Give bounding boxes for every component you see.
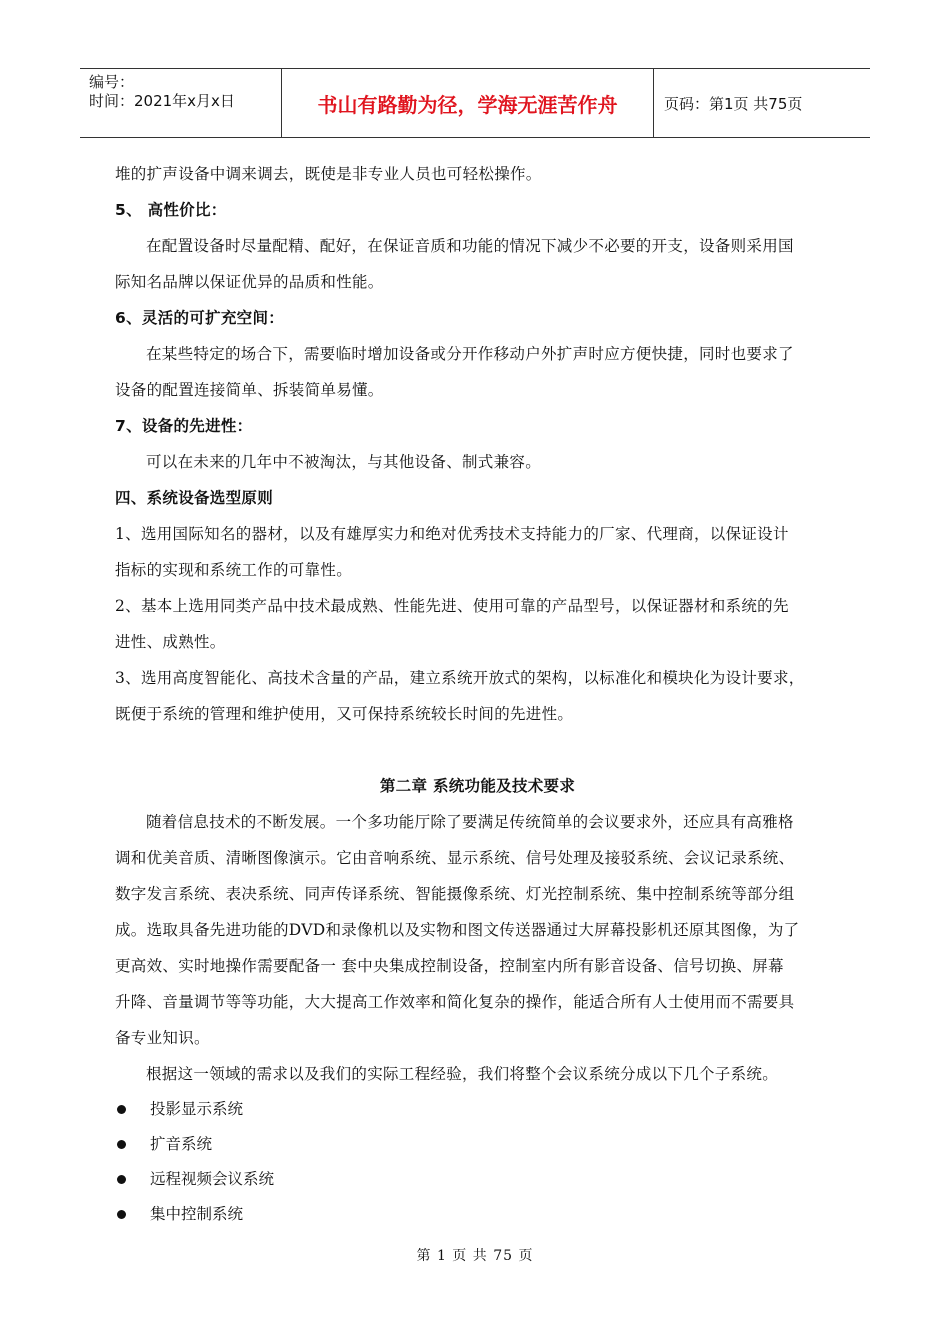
page-footer: 第 1 页 共 75 页 <box>416 1248 534 1264</box>
document-body <box>115 156 840 1232</box>
paragraph-line: 可以在未来的几年中不被淘汰，与其他设备、制式兼容。 <box>146 453 542 471</box>
paragraph-line: 指标的实现和系统工作的可靠性。 <box>115 561 353 579</box>
paragraph-line: 堆的扩声设备中调来调去，既使是非专业人员也可轻松操作。 <box>115 165 542 183</box>
bullet-icon <box>117 1210 126 1219</box>
header-meta <box>80 69 282 137</box>
list-item-label: 远程视频会议系统 <box>150 1170 275 1188</box>
paragraph-line: 2、基本上选用同类产品中技术最成熟、性能先进、使用可靠的产品型号，以保证器材和系统的先 <box>115 597 789 615</box>
list-item <box>115 1197 840 1232</box>
section-heading: 6、灵活的可扩充空间： <box>115 309 285 327</box>
list-item-label: 集中控制系统 <box>150 1205 244 1223</box>
bullet-icon <box>117 1105 126 1114</box>
paragraph-line: 成。选取具备先进功能的DVD和录像机以及实物和图文传送器通过大屏幕投影机还原其图像，为了 <box>115 921 800 939</box>
time-label: 时间：2021年x月x日 <box>89 92 235 110</box>
paragraph-line: 数字发言系统、表决系统、同声传译系统、智能摄像系统、灯光控制系统、集中控制系统等部分组 <box>115 885 795 903</box>
paragraph-line: 随着信息技术的不断发展。一个多功能厅除了要满足传统简单的会议要求外，还应具有高雅格 <box>146 813 794 831</box>
paragraph-line: 备专业知识。 <box>115 1029 210 1047</box>
bullet-icon <box>117 1175 126 1184</box>
bullet-icon <box>117 1140 126 1149</box>
chapter-title: 第二章 系统功能及技术要求 <box>379 777 576 795</box>
section-heading: 5、 高性价比： <box>115 201 227 219</box>
paragraph-line: 根据这一领域的需求以及我们的实际工程经验，我们将整个会议系统分成以下几个子系统。 <box>146 1065 779 1083</box>
page-header <box>80 68 870 138</box>
paragraph-line: 更高效、实时地操作需要配备一 套中央集成控制设备，控制室内所有影音设备、信号切换、屏幕 <box>115 957 784 975</box>
paragraph-line: 调和优美音质、清晰图像演示。它由音响系统、显示系统、信号处理及接驳系统、会议记录系统、 <box>115 849 795 867</box>
paragraph-line: 际知名品牌以保证优异的品质和性能。 <box>115 273 384 291</box>
list-item-label: 扩音系统 <box>150 1135 213 1153</box>
number-label: 编号： <box>89 73 135 91</box>
header-page-code: 页码：第1页 共75页 <box>664 94 803 113</box>
list-item <box>115 1162 840 1197</box>
subsystem-list <box>115 1092 840 1232</box>
header-motto: 书山有路勤为径，学海无涯苦作舟 <box>282 69 654 137</box>
paragraph-line: 升降、音量调节等等功能，大大提高工作效率和简化复杂的操作，能适合所有人士使用而不需要具 <box>115 993 795 1011</box>
paragraph-line: 在配置设备时尽量配精、配好，在保证音质和功能的情况下减少不必要的开支，设备则采用国 <box>146 237 794 255</box>
list-item-label: 投影显示系统 <box>150 1100 244 1118</box>
paragraph-line: 既便于系统的管理和维护使用，又可保持系统较长时间的先进性。 <box>115 705 574 723</box>
list-item <box>115 1127 840 1162</box>
paragraph-line: 3、选用高度智能化、高技术含量的产品，建立系统开放式的架构，以标准化和模块化为设计要求， <box>115 669 805 687</box>
paragraph-line: 设备的配置连接简单、拆装简单易懂。 <box>115 381 384 399</box>
list-item <box>115 1092 840 1127</box>
section-heading: 7、设备的先进性： <box>115 417 253 435</box>
section-heading: 四、系统设备选型原则 <box>115 489 274 507</box>
paragraph-line: 在某些特定的场合下，需要临时增加设备或分开作移动户外扩声时应方便快捷，同时也要求了 <box>146 345 794 363</box>
paragraph-line: 进性、成熟性。 <box>115 633 226 651</box>
paragraph-line: 1、选用国际知名的器材，以及有雄厚实力和绝对优秀技术支持能力的厂家、代理商，以保证设计 <box>115 525 789 543</box>
